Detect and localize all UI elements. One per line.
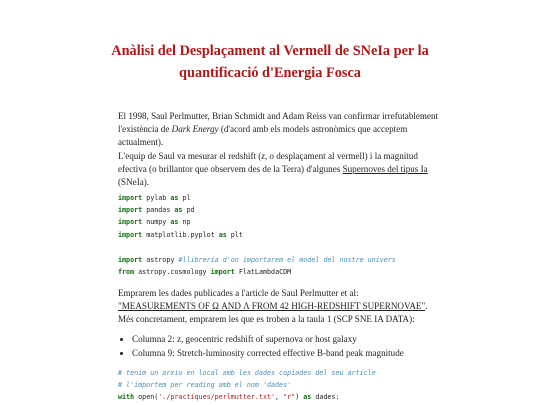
code-line: with open('./practiques/perlmutter.txt', "r") as dades:: [118, 393, 340, 402]
dark-energy-emphasis: Dark Energy: [171, 124, 219, 135]
redshift-symbol: z: [261, 150, 265, 161]
list-item: • Columna 9: Stretch-luminosity corrected effective B-band peak magnitude: [132, 346, 448, 360]
data-text: Més concretament, emprarem les que es troben a la taula 1 (SCP SNE IA DATA):: [118, 314, 415, 325]
code-line: import pandas as pd: [118, 206, 195, 215]
code-comment: # tenim un arxiu en local amb les dades copiades del seu article: [118, 369, 376, 377]
page-title: [60, 40, 480, 84]
code-line: from astropy.cosmology import FlatLambdaCDM: [118, 268, 292, 277]
list-item: • Columna 2: z, geocentric redshift of supernova or host galaxy: [132, 332, 448, 346]
code-cell-astropy[interactable]: [118, 254, 428, 278]
data-paragraph: Emprarem les dades publicades a l'article de Saul Perlmutter et al: "MEASUREMENTS OF Ω AND Λ FROM 42 HIGH-REDSHIFT SUPERNOVAE". Més concretament, emprarem les que es troben a la taula 1 (SCP SNE IA DATA): • Columna 2: z, geocentric redshift of supernova or host galaxy • Columna 9: Stretch-luminosity corrected effective B-band peak magnitude: [118, 287, 448, 360]
page-title-line-1: Anàlisi del Desplaçament al Vermell de SNeIa per la: [111, 43, 429, 59]
supernovae-link[interactable]: Supernoves del tipus Ia: [342, 163, 428, 174]
code-comment: #llibreria d'on importarem el model del nostre univers: [178, 256, 396, 264]
data-text: Emprarem les dades publicades a l'article de Saul Perlmutter et al:: [118, 288, 359, 298]
intro-text: L'equip de Saul va mesurar el redshift (: [118, 150, 262, 161]
intro-text: (SNeIa).: [118, 177, 150, 188]
intro-paragraph: [118, 110, 448, 189]
intro-text: El 1998, Saul Perlmutter, Brian Schmidt and Adam Reiss van confirmar irrefutablement l'existència de: [118, 111, 439, 135]
code-line: import pylab as pl: [118, 194, 191, 202]
page-title-line-2: quantificació d'Energia Fosca: [179, 65, 361, 81]
code-line: import numpy as np: [118, 218, 191, 227]
column-list: [118, 332, 448, 360]
intro-text: , o desplaçament al vermell) i la magnitud efectiva (o brillantor que observem des de la Terra) d'algunes: [118, 150, 418, 174]
article-link[interactable]: "MEASUREMENTS OF Ω AND Λ FROM 42 HIGH-REDSHIFT SUPERNOVAE": [118, 301, 426, 312]
code-cell-imports[interactable]: [118, 192, 428, 241]
code-comment: # l'importem per reading amb el nom 'dades': [118, 381, 292, 390]
code-line: import astropy #llibreria d'on importarem el model del nostre univers: [118, 256, 396, 264]
intro-text: (d'acord amb els models astronòmics que acceptem actualment).: [118, 124, 408, 148]
code-line: import matplotlib.pyplot as plt: [118, 230, 243, 239]
code-cell-read[interactable]: [118, 367, 428, 404]
